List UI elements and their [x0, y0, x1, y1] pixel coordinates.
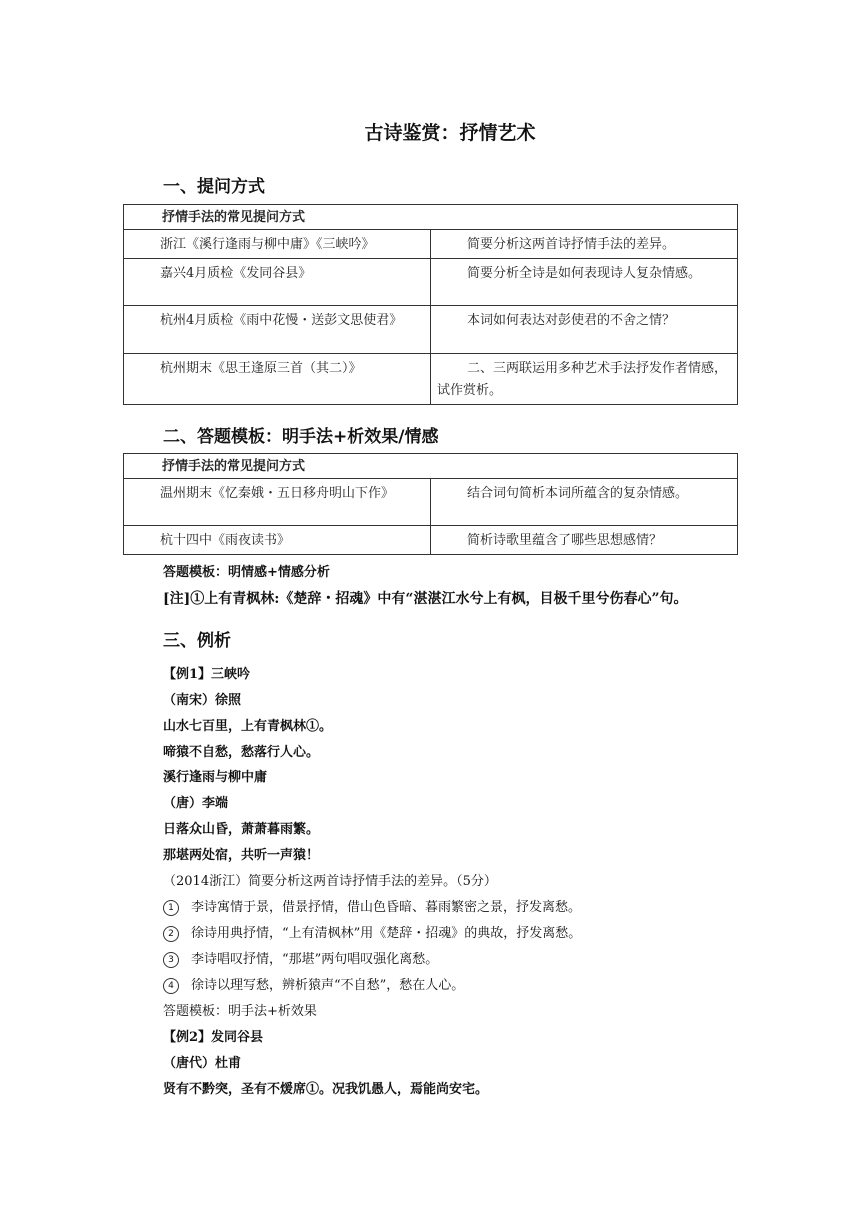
question-table-1	[123, 204, 738, 405]
table-header: 抒情手法的常见提问方式	[124, 205, 738, 230]
table-cell-source: 杭十四中《雨夜读书》	[124, 526, 431, 555]
table-cell-source: 浙江《溪行逢雨与柳中庸》《三峡吟》	[124, 230, 431, 259]
table-cell-question: 简析诗歌里蕴含了哪些思想感情？	[431, 526, 738, 555]
poem-line: 日落众山昏，萧萧暮雨繁。	[163, 822, 320, 837]
table-cell-source: 温州期末《忆秦娥・五日移舟明山下作》	[124, 479, 431, 526]
answer-text: 李诗唱叹抒情，“那堪”两句唱叹强化离愁。	[191, 952, 439, 967]
circled-number: 1	[163, 900, 179, 916]
table-cell-question: 简要分析全诗是如何表现诗人复杂情感。	[431, 259, 738, 306]
poem-author: （唐）李端	[163, 796, 229, 811]
answer-item	[163, 976, 464, 996]
poem-author: （唐代）杜甫	[163, 1056, 242, 1071]
footnote: [注]①上有青枫林:《楚辞・招魂》中有“湛湛江水兮上有枫，目极千里兮伤春心”句。	[163, 591, 688, 607]
section-heading-1: 一、提问方式	[163, 177, 265, 197]
table-cell-source: 杭州4月质检《雨中花慢・送彭文思使君》	[124, 306, 431, 354]
answer-item	[163, 924, 581, 944]
page-title: 古诗鉴赏：抒情艺术	[364, 122, 536, 144]
poem-line: 那堪两处宿，共听一声猿！	[163, 848, 320, 863]
poem-line: 山水七百里，上有青枫林①。	[163, 719, 333, 734]
answer-text: 李诗寓情于景，借景抒情，借山色昏暗、暮雨繁密之景，抒发离愁。	[191, 900, 582, 915]
table-cell-question: 本词如何表达对彭使君的不舍之情？	[431, 306, 738, 354]
answer-item	[163, 898, 581, 918]
table-cell-question: 二、三两联运用多种艺术手法抒发作者情感，试作赏析。	[431, 354, 738, 405]
table-cell-source: 嘉兴4月质检《发同谷县》	[124, 259, 431, 306]
answer-template: 答题模板：明情感+情感分析	[163, 565, 330, 580]
poem-title: 溪行逢雨与柳中庸	[163, 770, 268, 785]
table-cell-source: 杭州期末《思王逢原三首（其二）》	[124, 354, 431, 405]
section-heading-2: 二、答题模板：明手法+析效果/情感	[163, 427, 439, 447]
circled-number: 3	[163, 952, 179, 968]
exam-question: （2014浙江）简要分析这两首诗抒情手法的差异。（5分）	[163, 874, 497, 889]
circled-number: 2	[163, 926, 179, 942]
circled-number: 4	[163, 978, 179, 994]
table-header: 抒情手法的常见提问方式	[124, 454, 738, 479]
table-cell-question: 结合词句简析本词所蕴含的复杂情感。	[431, 479, 738, 526]
poem-line: 啼猿不自愁，愁落行人心。	[163, 745, 320, 760]
answer-text: 徐诗以理写愁，辨析猿声“不自愁”，愁在人心。	[191, 978, 465, 993]
section-heading-3: 三、例析	[163, 631, 231, 651]
poem-line: 贤有不黔突，圣有不煖席①。况我饥愚人，焉能尚安宅。	[163, 1082, 489, 1097]
answer-template: 答题模板：明手法+析效果	[163, 1004, 317, 1019]
answer-item	[163, 950, 438, 970]
example-title: 【例2】发同谷县	[163, 1030, 264, 1045]
table-cell-question: 简要分析这两首诗抒情手法的差异。	[431, 230, 738, 259]
example-title: 【例1】三峡吟	[163, 667, 251, 682]
poem-author: （南宋）徐照	[163, 693, 242, 708]
answer-text: 徐诗用典抒情，“上有清枫林”用《楚辞・招魂》的典故，抒发离愁。	[191, 926, 582, 941]
question-table-2	[123, 453, 738, 555]
